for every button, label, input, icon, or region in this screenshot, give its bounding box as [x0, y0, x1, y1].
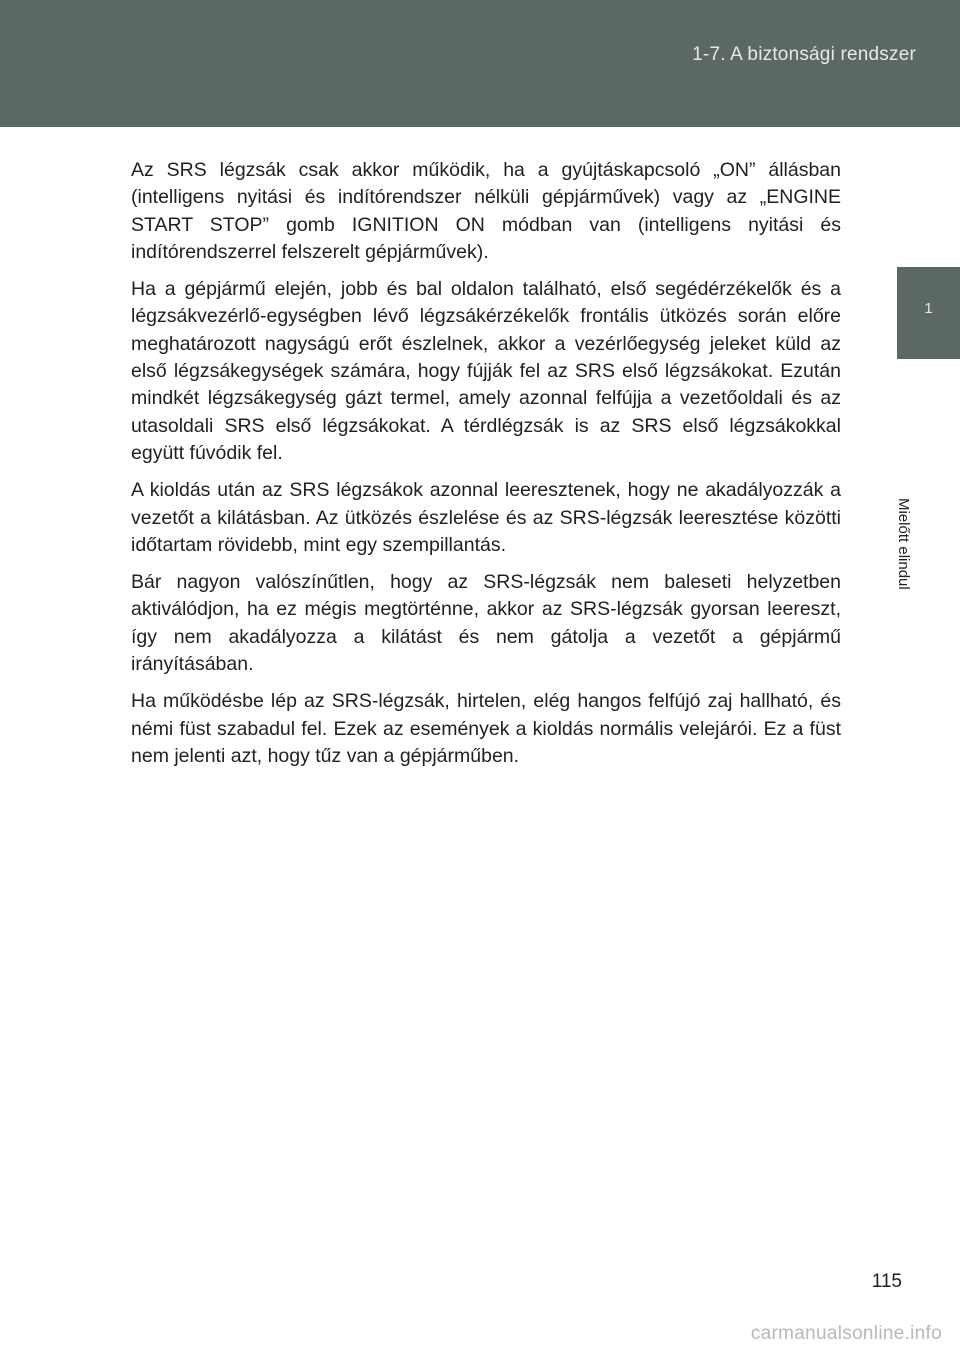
body-text: [131, 157, 841, 780]
chapter-label: [895, 426, 932, 590]
page-header: [0, 0, 960, 127]
paragraph: Az SRS légzsák csak akkor működik, ha a gyújtáskapcsoló „ON” állásban (intelligens nyitási és indítórendszer nélküli gépjárművek) vagy az „ENGINE START STOP” gomb IGNITION ON módban van (intelligens nyitási és indítórendszerrel felszerelt gépjárművek).: [131, 159, 841, 263]
paragraph: Ha működésbe lép az SRS-légzsák, hirtelen, elég hangos felfújó zaj hallható, és némi füst szabadul fel. Ezek az események a kioldás normális velejárói. Ez a füst nem jelenti azt, hogy tűz van a gépjárműben.: [131, 690, 841, 767]
chapter-tab: [897, 267, 960, 359]
page-number: 115: [871, 1271, 902, 1292]
chapter-label-text: Mielőtt elindul: [895, 498, 912, 590]
paragraph: A kioldás után az SRS légzsákok azonnal leeresztenek, hogy ne akadályozzák a vezetőt a kilátásban. Az ütközés észlelése és az SRS-légzsák leeresztése közötti időtartam rövidebb, mint egy szempillantás.: [131, 479, 841, 556]
paragraph: Bár nagyon valószínűtlen, hogy az SRS-légzsák nem baleseti helyzetben aktiválódjon, ha ez mégis megtörténne, akkor az SRS-légzsák gyorsan leereszt, így nem akadályozza a kilátást és nem gátolja a vezetőt a gépjármű irányításában.: [131, 571, 841, 676]
chapter-number: 1: [924, 300, 933, 317]
watermark: carmanualsonline.info: [750, 1323, 942, 1344]
section-title: 1-7. A biztonsági rendszer: [692, 44, 916, 65]
paragraph: Ha a gépjármű elején, jobb és bal oldalon található, első segédérzékelők és a légzsákvezérlő-egységben lévő légzsákérzékelők frontális ütközés során előre meghatározott nagyságú erőt észlelnek, akkor a vezérlőegység jeleket küld az első légzsákegységek számára, hogy fújják fel az SRS első légzsákokat. Ezután mindkét légzsákegység gázt termel, amely azonnal felfújja a vezetőoldali és az utasoldali SRS első légzsákokat. A térdlégzsák is az SRS első légzsákokkal együtt fúvódik fel.: [131, 278, 841, 464]
